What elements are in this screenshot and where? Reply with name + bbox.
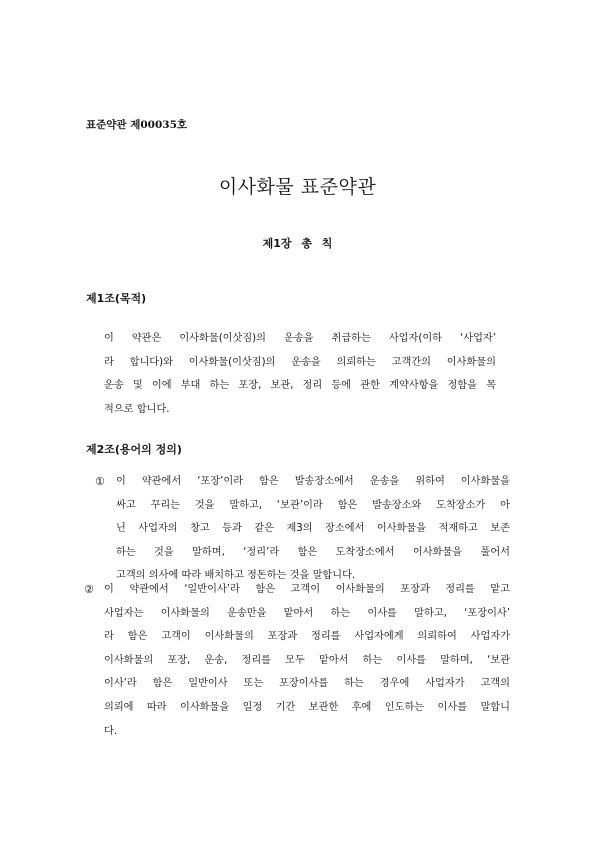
article1-heading: 제1조(목적) — [86, 292, 147, 305]
article2-heading: 제2조(용어의 정의) — [86, 443, 182, 456]
article1-line: 라 합니다)와 이사화물(이삿짐)의 운송을 의뢰하는 고객간의 이사화물의 — [104, 356, 496, 368]
item1-line: 고객의 의사에 따라 배치하고 정돈하는 것을 말합니다. — [116, 570, 356, 582]
item2-line: 이 약관에서 ‘일반이사’라 함은 고객이 이사화물의 포장과 정리를 맡고 — [104, 584, 510, 595]
doc-number: 표준약관 제00035호 — [86, 119, 188, 131]
article2-item2-body — [104, 578, 510, 743]
item1-line: 하는 것을 말하며, ‘정리’라 함은 도착장소에서 이사화물을 풀어서 — [116, 546, 510, 558]
article1-line: 이 약관은 이사화물(이삿짐)의 운송을 취급하는 사업자(이하 ‘사업자’ — [104, 333, 496, 344]
doc-title: 이사화물 표준약관 — [218, 176, 377, 198]
item2-marker: ② — [84, 583, 94, 596]
item2-line: 라 함은 고객이 이사화물의 포장과 정리를 사업자에게 의뢰하여 사업자가 — [104, 631, 510, 643]
item2-line: 의뢰에 따라 이사화물을 일정 기간 보관한 후에 인도하는 이사를 말합니 — [104, 701, 510, 713]
item2-line: 이사화물의 포장, 운송, 정리를 모두 맡아서 하는 이사를 말하며, ‘보관 — [104, 654, 510, 666]
article1-line: 적으로 합니다. — [104, 403, 170, 415]
item1-line: 닌 사업자의 창고 등과 같은 제3의 장소에서 이사화물을 적재하고 보존 — [116, 523, 510, 535]
item1-line: 이 약관에서 ‘포장’이라 함은 발송장소에서 운송을 위하여 이사화물을 — [116, 476, 510, 487]
item2-line: 다. — [104, 725, 118, 737]
item2-line: 사업자는 이사화물의 운송만을 맡아서 하는 이사를 말하고, ‘포장이사’ — [104, 607, 510, 619]
item1-line: 싸고 꾸리는 것을 말하고, ‘보관’이라 함은 발송장소와 도착장소가 아 — [116, 499, 510, 511]
item2-line: 이사’라 함은 일반이사 또는 포장이사를 하는 경우에 사업자가 고객의 — [104, 678, 510, 690]
chapter-title: 제1장 총 칙 — [262, 237, 333, 250]
article1-line: 운송 및 이에 부대 하는 포장, 보관, 정리 등에 관한 계약사항을 정함을 목 — [104, 380, 496, 392]
article2-item1-body — [116, 470, 510, 588]
article1-body — [104, 327, 496, 421]
item1-marker: ① — [95, 475, 105, 488]
